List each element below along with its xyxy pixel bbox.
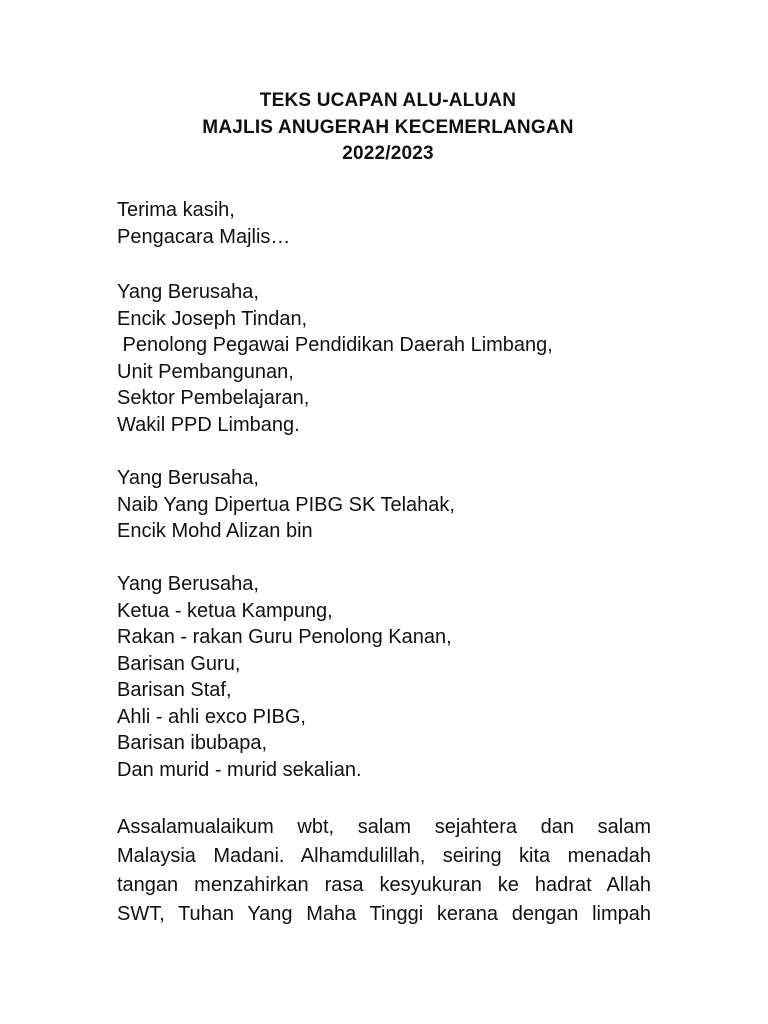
greeting-block <box>117 197 290 250</box>
salutation-line: Naib Yang Dipertua PIBG SK Telahak, <box>117 493 455 516</box>
title-line: TEKS UCAPAN ALU-ALUAN <box>259 90 517 111</box>
salutation-line: Sektor Pembelajaran, <box>117 387 310 409</box>
paragraph-line: SWT, Tuhan Yang Maha Tinggi kerana dengan limpah <box>117 903 651 925</box>
salutation-line: Rakan - rakan Guru Penolong Kanan, <box>117 626 452 648</box>
salutation-line: Wakil PPD Limbang. <box>117 413 300 436</box>
salutation-line: Dan murid - murid sekalian. <box>117 758 362 781</box>
greeting-line: Pengacara Majlis… <box>117 225 291 248</box>
paragraph-line: Malaysia Madani. Alhamdulillah, seiring kita menadah <box>117 845 651 867</box>
salutation-group-1 <box>117 279 553 438</box>
title-line: MAJLIS ANUGERAH KECEMERLANGAN <box>202 116 574 138</box>
salutation-group-2 <box>117 465 455 545</box>
salutation-line: Barisan Guru, <box>117 652 241 675</box>
salutation-line: Encik Joseph Tindan, <box>117 307 308 330</box>
salutation-line: Yang Berusaha, <box>117 281 259 303</box>
salutation-line: Penolong Pegawai Pendidikan Daerah Limbang, <box>117 334 553 356</box>
salutation-line: Yang Berusaha, <box>117 467 259 489</box>
title-line: 2022/2023 <box>342 143 434 164</box>
salutation-line: Barisan ibubapa, <box>117 732 268 754</box>
salutation-line: Barisan Staf, <box>117 679 232 701</box>
opening-paragraph <box>117 813 651 929</box>
document-title <box>0 88 768 168</box>
salutation-line: Encik Mohd Alizan bin <box>117 520 313 542</box>
salutation-group-3 <box>117 571 452 783</box>
salutation-line: Yang Berusaha, <box>117 573 259 595</box>
salutation-line: Ketua - ketua Kampung, <box>117 599 333 622</box>
salutation-line: Unit Pembangunan, <box>117 360 294 383</box>
greeting-line: Terima kasih, <box>117 199 235 221</box>
paragraph-line: tangan menzahirkan rasa kesyukuran ke hadrat Allah <box>117 874 651 896</box>
salutation-line: Ahli - ahli exco PIBG, <box>117 705 306 728</box>
paragraph-line: Assalamualaikum wbt, salam sejahtera dan salam <box>117 816 651 838</box>
